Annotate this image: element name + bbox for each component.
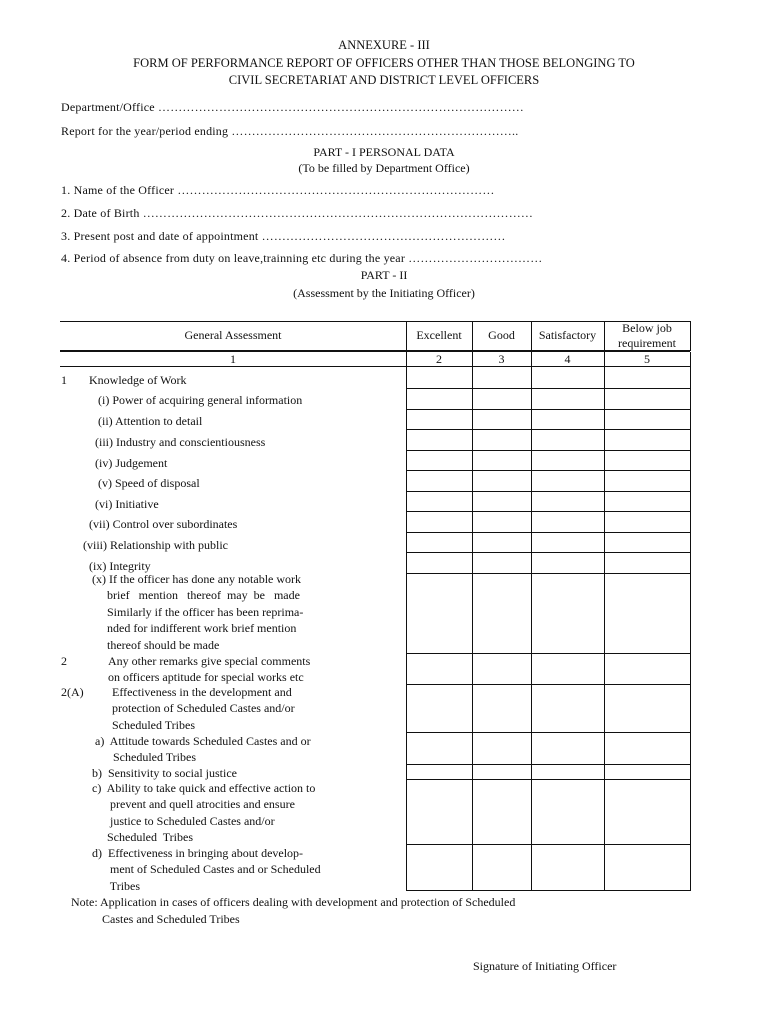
part2-title: PART - II xyxy=(360,268,408,282)
grid-row-line xyxy=(406,491,691,492)
row-integrity: (ix) Integrity xyxy=(89,559,151,573)
column-number-4: 4 xyxy=(564,352,571,366)
grid-col-line xyxy=(406,352,407,891)
column-number-5: 5 xyxy=(644,352,650,366)
row-attitude-sc-st: a) Attitude towards Scheduled Castes and or Scheduled Tribes xyxy=(95,734,311,765)
row-initiative: (vi) Initiative xyxy=(95,497,159,511)
row-attention-to-detail: (ii) Attention to detail xyxy=(98,414,203,428)
row-effectiveness-sc-st: Effectiveness in the development and protection of Scheduled Castes and/or Scheduled Tribes xyxy=(112,685,295,732)
form-title-line2: CIVIL SECRETARIAT AND DISTRICT LEVEL OFFICERS xyxy=(228,73,540,87)
grid-row-line xyxy=(406,653,691,654)
grid-row-line xyxy=(406,450,691,451)
grid-row-line xyxy=(406,764,691,765)
row-sensitivity-social-justice: b) Sensitivity to social justice xyxy=(92,766,237,780)
row-general-information: (i) Power of acquiring general information xyxy=(98,393,303,407)
column-general-assessment: General Assessment xyxy=(184,328,282,342)
present-post-field: 3. Present post and date of appointment …………………………………………………… xyxy=(61,229,506,243)
grid-row-line xyxy=(406,470,691,471)
grid-col-line xyxy=(472,352,473,891)
grid-row-line xyxy=(406,890,691,891)
grid-row-line xyxy=(406,844,691,845)
table-top-border xyxy=(60,321,690,322)
grid-row-line xyxy=(406,532,691,533)
part2-subtitle: (Assessment by the Initiating Officer) xyxy=(293,286,475,300)
department-field: Department/Office ……………………………………………………………………………… xyxy=(61,100,525,114)
grid-row-line xyxy=(406,552,691,553)
row-quick-action: c) Ability to take quick and effective action to prevent and quell atrocities and ensure justice to Scheduled Castes and/or Scheduled Tribes xyxy=(92,781,316,845)
row-number: 1 xyxy=(61,373,67,387)
signature-label: Signature of Initiating Officer xyxy=(473,959,617,973)
grid-row-line xyxy=(406,429,691,430)
grid-col-line xyxy=(690,352,691,891)
row-number: 2 xyxy=(61,654,67,668)
grid-row-line xyxy=(406,511,691,512)
column-below-job-requirement: Below job requirement xyxy=(618,321,676,350)
row-development-sc-st: d) Effectiveness in bringing about develop- ment of Scheduled Castes and or Scheduled Tribes xyxy=(92,846,321,893)
grid-row-line xyxy=(406,779,691,780)
part1-subtitle: (To be filled by Department Office) xyxy=(298,161,470,175)
report-year-field: Report for the year/period ending …………………………………………………………….. xyxy=(61,124,519,138)
form-title-line1: FORM OF PERFORMANCE REPORT OF OFFICERS OTHER THAN THOSE BELONGING TO xyxy=(133,56,635,70)
row-notable-work: (x) If the officer has done any notable work brief mention thereof may be made Similarly if the officer has been reprima- nded for indifferent work brief mention thereof should be made xyxy=(92,572,304,652)
grid-row-line xyxy=(406,732,691,733)
note-line1: Note: Application in cases of officers dealing with development and protection of Scheduled xyxy=(71,895,516,909)
grid-col-line xyxy=(531,352,532,891)
column-satisfactory: Satisfactory xyxy=(538,328,597,342)
column-excellent: Excellent xyxy=(416,328,462,342)
grid-row-line xyxy=(406,684,691,685)
header-col-line xyxy=(690,321,691,351)
column-number-3: 3 xyxy=(498,352,505,366)
column-good: Good xyxy=(488,328,515,342)
annexure-label: ANNEXURE - III xyxy=(338,38,430,52)
row-number: 2(A) xyxy=(61,685,84,699)
grid-row-line xyxy=(406,388,691,389)
grid-row-line xyxy=(406,573,691,574)
officer-name-field: 1. Name of the Officer …………………………………………………………………… xyxy=(61,183,495,197)
row-other-remarks: Any other remarks give special comments on officers aptitude for special works etc xyxy=(108,654,311,685)
row-judgement: (iv) Judgement xyxy=(95,456,168,470)
absence-period-field: 4. Period of absence from duty on leave,trainning etc during the year …………………………… xyxy=(61,251,543,265)
row-relationship-with-public: (viii) Relationship with public xyxy=(83,538,228,552)
column-number-1: 1 xyxy=(230,352,236,366)
grid-row-line xyxy=(406,409,691,410)
date-of-birth-field: 2. Date of Birth …………………………………………………………………………………… xyxy=(61,206,534,220)
note-line2: Castes and Scheduled Tribes xyxy=(102,912,240,926)
row-control-over-subordinates: (vii) Control over subordinates xyxy=(89,517,238,531)
row-speed-of-disposal: (v) Speed of disposal xyxy=(98,476,200,490)
row-knowledge-of-work: Knowledge of Work xyxy=(89,373,187,387)
part1-title: PART - I PERSONAL DATA xyxy=(313,145,455,159)
grid-col-line xyxy=(604,352,605,891)
row-industry: (iii) Industry and conscientiousness xyxy=(95,435,266,449)
column-number-2: 2 xyxy=(436,352,442,366)
